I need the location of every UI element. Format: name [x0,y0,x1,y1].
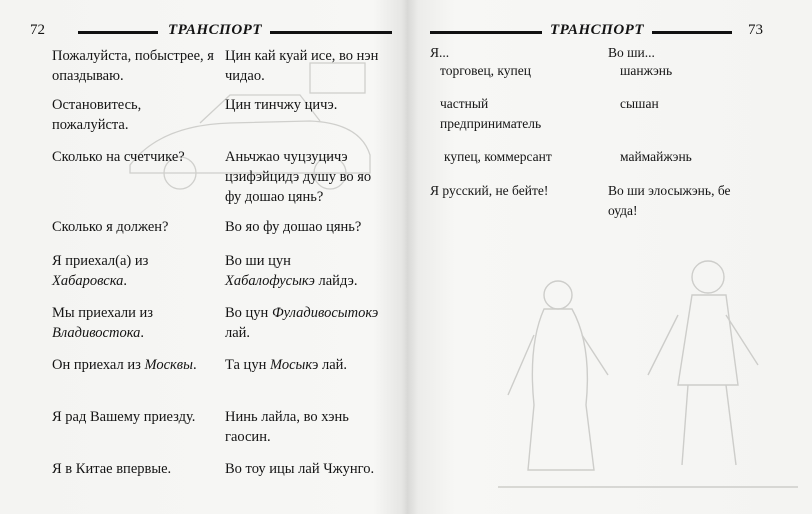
header-rule [270,31,392,34]
left-page [0,0,404,514]
phrase-russian: Остановитесь, пожалуйста. [52,97,142,133]
right-page [408,0,812,514]
phrase-russian: частный предприниматель [440,96,542,131]
phrase-transliteration: Нинь лайла, во хэнь гаосин. [225,409,349,445]
phrase-transliteration: шанжэнь [620,63,673,78]
phrase-russian: Я рад Вашему приезду. [52,409,196,425]
phrase-transliteration: Во цун Фуладивосытокэ лай. [225,305,379,341]
phrase-transliteration: Во ши элосыжэнь, бе оуда! [608,183,731,218]
phrase-russian: Мы приехали из Владивостока. [52,305,154,341]
phrase-russian: Пожалуйста, побыстрее, я опаздываю. [52,48,214,84]
header-rule [78,31,158,34]
running-header: ТРАНСПОРТ [550,22,645,38]
phrase-russian: Я приехал(а) из Хабаровска. [52,253,149,289]
phrase-transliteration: Во тоу ицы лай Чжунго. [225,461,375,477]
phrase-transliteration: Во ши цун Хабалофусыкэ лайдэ. [225,253,358,289]
phrase-russian: Сколько на счетчике? [52,149,185,165]
phrase-russian: Я русский, не бейте! [430,183,549,198]
phrase-transliteration: Аньчжао чуцзуцичэ цзифэйцидэ душу во яо фу дошао цянь? [225,149,372,205]
phrase-transliteration: маймайжэнь [620,149,692,164]
phrase-transliteration: Цин тинчжу цичэ. [225,97,338,113]
phrase-transliteration: Во ши... [608,45,655,60]
page-number: 73 [748,22,763,38]
page-number: 72 [30,22,45,38]
phrase-russian: Сколько я должен? [52,219,169,235]
running-header: ТРАНСПОРТ [168,22,263,38]
phrase-transliteration: Цин кай куай исе, во нэн чидао. [225,48,379,84]
phrase-transliteration: сышан [620,96,659,111]
phrase-transliteration: Та цун Мосыкэ лай. [225,357,348,373]
phrase-russian: Он приехал из Москвы. [52,357,197,373]
phrase-russian: Я... [430,45,450,60]
phrase-russian: купец, коммерсант [444,149,552,164]
phrase-russian: торговец, купец [440,63,531,78]
bleed-through-illustration [498,255,798,505]
phrase-russian: Я в Китае впервые. [52,461,172,477]
header-rule [430,31,542,34]
header-rule [652,31,732,34]
phrase-transliteration: Во яо фу дошао цянь? [225,219,362,235]
